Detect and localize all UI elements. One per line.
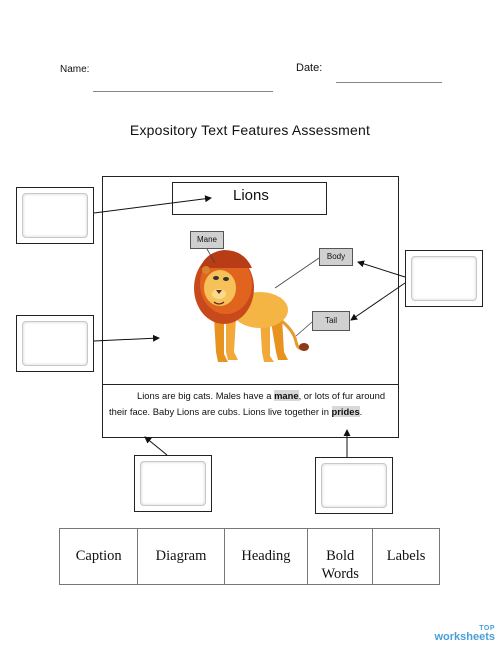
drop-zone <box>140 461 206 506</box>
brand-word: worksheets <box>434 631 495 643</box>
arrow-to-bold-word <box>145 437 167 455</box>
name-label: Name: <box>60 64 90 75</box>
drop-zone <box>22 321 88 366</box>
date-line[interactable] <box>336 82 442 83</box>
word-bank-item-caption[interactable] <box>60 529 138 585</box>
answer-box-labels[interactable] <box>405 250 483 307</box>
brand-logo <box>434 625 495 642</box>
word-bank-item-diagram[interactable] <box>138 529 224 585</box>
page-title: Expository Text Features Assessment <box>129 122 371 138</box>
word-bank-text: Diagram <box>155 548 207 564</box>
bold-word-mane: mane <box>274 390 299 401</box>
answer-box-caption[interactable] <box>315 457 393 514</box>
drop-zone <box>411 256 477 301</box>
drop-zone <box>321 463 387 508</box>
word-bank <box>59 528 440 585</box>
label-mane: Mane <box>190 231 224 249</box>
drop-zone <box>22 193 88 238</box>
word-bank-text: Heading <box>241 548 291 564</box>
caption-text-1: Lions are big cats. Males have a <box>137 390 275 401</box>
answer-box-diagram[interactable] <box>16 315 94 372</box>
label-tail: Tail <box>312 311 350 331</box>
word-bank-item-bold-words[interactable] <box>308 529 373 585</box>
date-label: Date: <box>296 62 323 74</box>
bold-word-prides: prides <box>331 405 360 417</box>
lion-illustration <box>190 248 320 370</box>
word-bank-text: Bold <box>326 548 355 564</box>
answer-box-heading[interactable] <box>16 187 94 244</box>
word-bank-item-labels[interactable] <box>373 529 440 585</box>
caption-text-3: . <box>359 405 363 417</box>
word-bank-text: Caption <box>75 548 122 564</box>
passage-heading: Lions <box>172 182 327 215</box>
brand-top: TOP <box>479 625 495 632</box>
word-bank-text: Labels <box>386 548 426 564</box>
name-line[interactable] <box>93 91 273 92</box>
caption-paragraph <box>102 384 399 438</box>
label-body: Body <box>319 248 353 266</box>
word-bank-text: Words <box>321 566 359 582</box>
word-bank-item-heading[interactable] <box>224 529 308 585</box>
answer-box-bold-words[interactable] <box>134 455 212 512</box>
caption-text-2: , or lots of fur around their face. Baby Lions are cubs. Lions live together in <box>109 390 386 417</box>
